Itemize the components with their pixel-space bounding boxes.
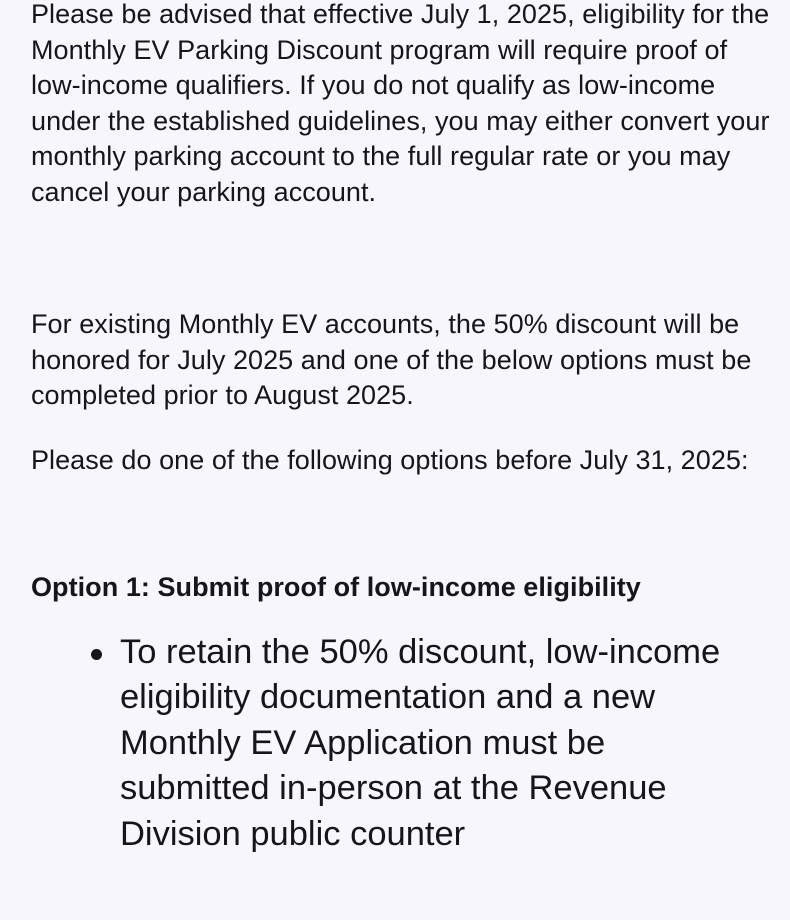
notice-paragraph-deadline: Please do one of the following options before July 31, 2025: (31, 444, 749, 475)
notice-paragraph-effective-date: Please be advised that effective July 1, 2025, eligibility for the Monthly EV Parking Discount program will require proof of low-income qualifiers. If you do not qualify as low-income under the established guidelines, you may either convert your monthly parking account to the full regular rate or you may cancel your parking account. (31, 0, 770, 207)
option-1-bullet-item (31, 630, 740, 858)
option-1-heading: Option 1: Submit proof of low-income eligibility (31, 572, 641, 602)
notice-paragraph-existing-accounts: For existing Monthly EV accounts, the 50% discount will be honored for July 2025 and one of the below options must be completed prior to August 2025. (31, 309, 752, 410)
notice-content (31, 0, 771, 857)
option-1-bullet-text: To retain the 50% discount, low-income eligibility documentation and a new Monthly EV Application must be submitted in-person at the Revenue Division public counter (120, 632, 721, 853)
option-1-bullet-list (31, 630, 771, 858)
bullet-icon (91, 649, 102, 660)
